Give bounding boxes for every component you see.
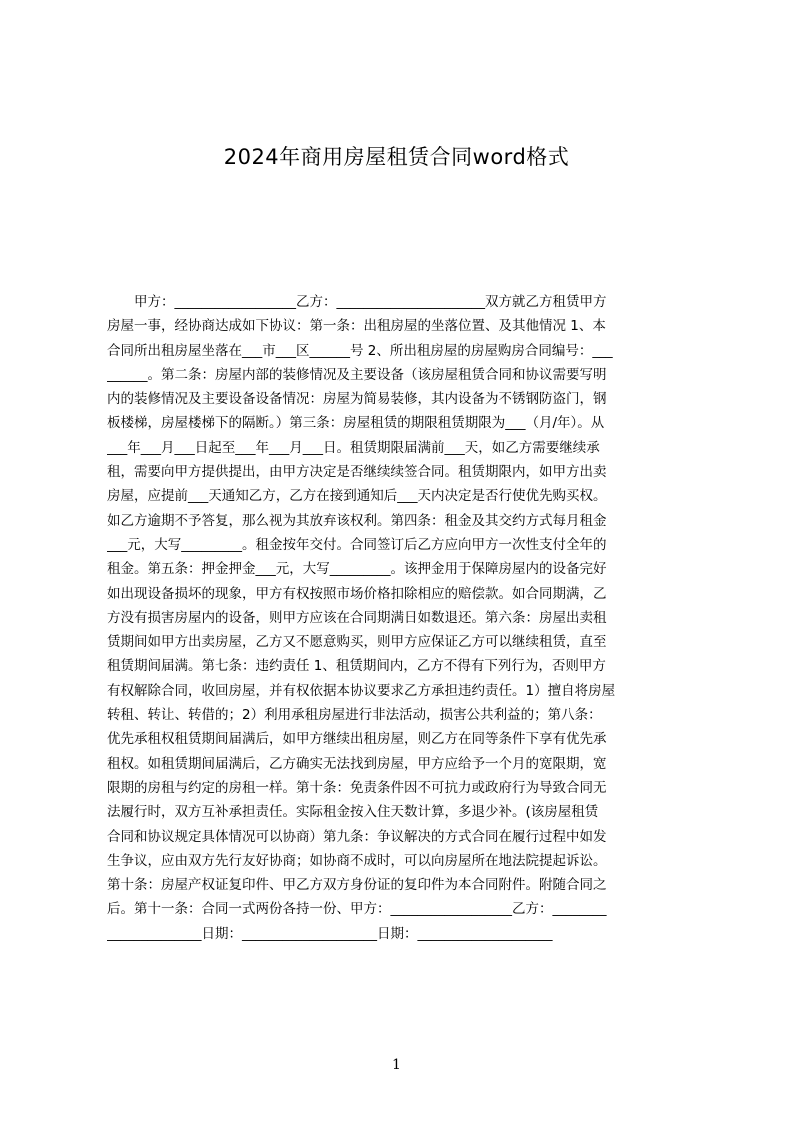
body-line: 租权。如租赁期间届满后，乙方确实无法找到房屋，甲方应给予一个月的宽限期，宽 [107, 755, 607, 772]
body-line: ______________日期：____________________日期：____________________ [107, 925, 553, 942]
body-line: 合同所出租房屋坐落在___市___区______号 2、所出租房屋的房屋购房合同编号：___ [107, 342, 613, 359]
body-line: ___元，大写_________。租金按年交付。合同签订后乙方应向甲方一次性支付全年的 [107, 536, 607, 553]
body-line: 限期的房租与约定的房租一样。第十条：免责条件因不可抗力或政府行为导致合同无 [107, 779, 607, 796]
body-line: 转租、转让、转借的；2）利用承租房屋进行非法活动，损害公共利益的；第八条： [107, 707, 602, 724]
body-line: 优先承租权租赁期间届满后，如甲方继续出租房屋，则乙方在同等条件下享有优先承 [107, 731, 607, 748]
body-line: ______。第二条：房屋内部的装修情况及主要设备（该房屋租赁合同和协议需要写明 [107, 366, 607, 383]
body-line: 房屋，应提前___天通知乙方，乙方在接到通知后___天内决定是否行使优先购买权。 [107, 488, 607, 505]
body-line: 第十条：房屋产权证复印件、甲乙方双方身份证的复印件为本合同附件。附随合同之 [107, 877, 607, 894]
body-line: 如乙方逾期不予答复，那么视为其放弃该权利。第四条：租金及其交约方式每月租金 [107, 512, 607, 529]
body-line: 有权解除合同，收回房屋，并有权依据本协议要求乙方承担违约责任。1）擅自将房屋 [107, 682, 616, 699]
page-number: 1 [392, 1057, 401, 1073]
body-line: 板楼梯，房屋楼梯下的隔断。）第三条：房屋租赁的期限租赁期限为___（月/年）。从 [107, 415, 605, 432]
body-line: 租金。第五条：押金押金___元，大写_________。该押金用于保障房屋内的设备完好 [107, 561, 607, 578]
body-line: 甲方：__________________乙方：______________________双方就乙方租赁甲方 [107, 294, 607, 310]
body-line: 生争议，应由双方先行友好协商；如协商不成时，可以向房屋所在地法院提起诉讼。 [107, 852, 607, 869]
document-title: 2024年商用房屋租赁合同word格式 [223, 145, 570, 169]
body-line: 如出现设备损坏的现象，甲方有权按照市场价格扣除相应的赔偿款。如合同期满，乙 [107, 585, 607, 602]
body-line: 内的装修情况及主要设备设备情况：房屋为简易装修，其内设备为不锈钢防盗门，钢 [107, 391, 607, 408]
body-line: 租赁期间届满。第七条：违约责任 1、租赁期间内，乙方不得有下列行为，否则甲方 [107, 658, 606, 675]
body-line: ___年___月___日起至___年___月___日。租赁期限届满前___天，如乙方需要继续承 [107, 439, 600, 456]
body-line: 方没有损害房屋内的设备，则甲方应该在合同期满日如数退还。第六条：房屋出卖租 [107, 609, 607, 626]
body-line: 赁期间如甲方出卖房屋，乙方又不愿意购买，则甲方应保证乙方可以继续租赁，直至 [107, 634, 607, 651]
body-line: 租，需要向甲方提供提出，由甲方决定是否继续续签合同。租赁期限内，如甲方出卖 [107, 464, 607, 481]
body-line: 房屋一事，经协商达成如下协议：第一条：出租房屋的坐落位置、及其他情况 1、本 [107, 318, 606, 335]
body-line: 法履行时，双方互补承担责任。实际租金按入住天数计算，多退少补。(该房屋租赁 [107, 804, 599, 821]
body-line: 合同和协议规定具体情况可以协商）第九条：争议解决的方式合同在履行过程中如发 [107, 828, 607, 845]
body-line: 后。第十一条：合同一式两份各持一份、甲方：__________________乙方：________ [107, 901, 607, 918]
contract-body [107, 290, 697, 946]
